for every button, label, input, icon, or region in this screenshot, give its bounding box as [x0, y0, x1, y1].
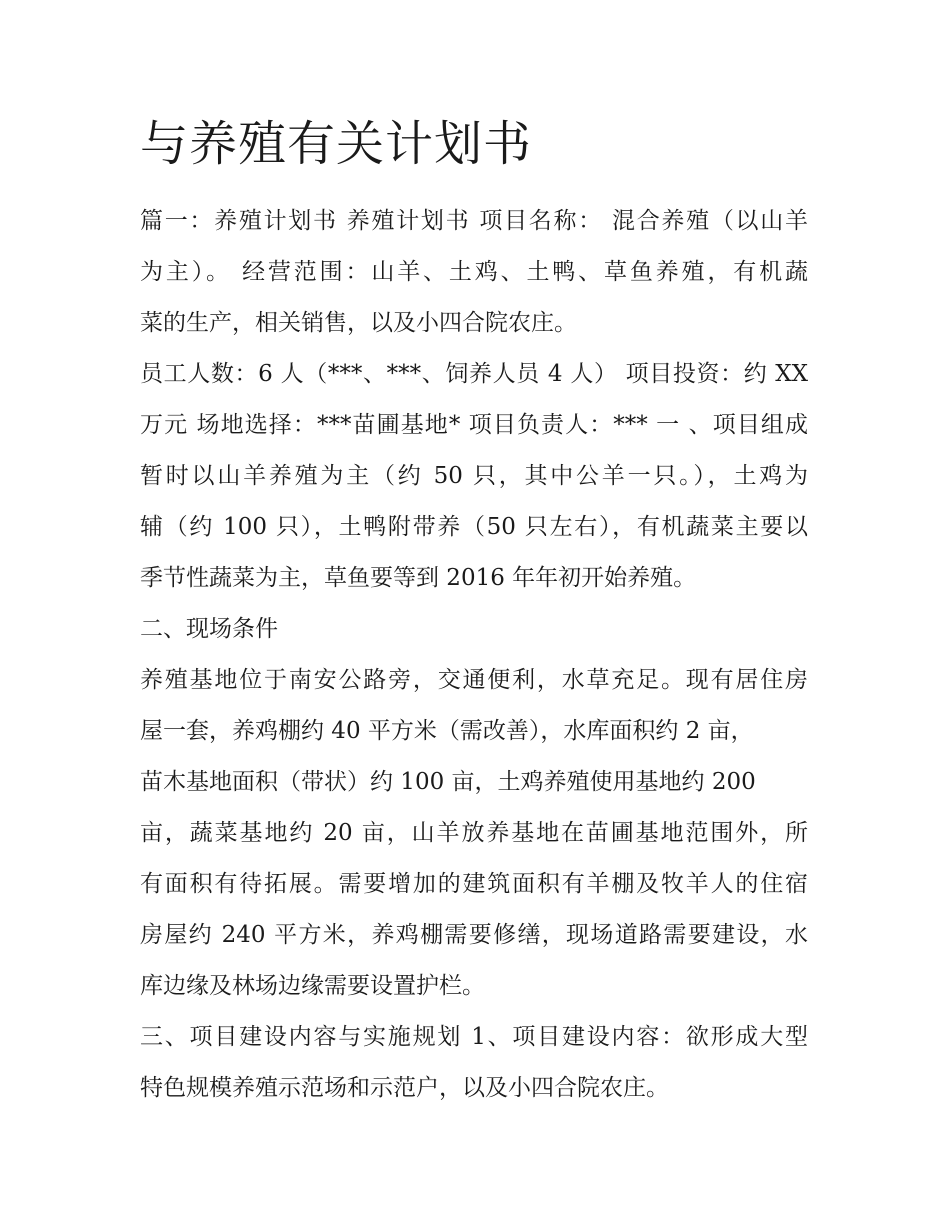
body-line: 篇一：养殖计划书 养殖计划书 项目名称： 混合养殖（以山羊: [140, 208, 808, 234]
body-line: 三、项目建设内容与实施规划 1、项目建设内容：欲形成大型: [140, 1024, 808, 1050]
body-line: 库边缘及林场边缘需要设置护栏。: [140, 973, 485, 999]
body-line: 为主）。 经营范围：山羊、土鸡、土鸭、草鱼养殖，有机蔬: [140, 259, 808, 285]
section-heading: 二、现场条件: [140, 616, 278, 642]
body-line: 苗木基地面积（带状）约 100 亩，土鸡养殖使用基地约 200: [140, 769, 756, 795]
body-line: 万元 场地选择：***苗圃基地* 项目负责人：*** 一 、项目组成: [140, 412, 808, 438]
body-line: 菜的生产，相关销售，以及小四合院农庄。: [140, 310, 577, 336]
document-body: [140, 196, 820, 1114]
body-line: 暂时以山羊养殖为主（约 50 只，其中公羊一只。），土鸡为: [140, 463, 808, 489]
body-line: 屋一套，养鸡棚约 40 平方米（需改善），水库面积约 2 亩，: [140, 718, 754, 744]
document-title: 与养殖有关计划书: [140, 116, 533, 172]
body-line: 房屋约 240 平方米，养鸡棚需要修缮，现场道路需要建设，水: [140, 922, 808, 948]
body-line: 辅（约 100 只），土鸭附带养（50 只左右），有机蔬菜主要以: [140, 514, 808, 540]
body-line: 季节性蔬菜为主，草鱼要等到 2016 年年初开始养殖。: [140, 565, 697, 591]
body-line: 亩，蔬菜基地约 20 亩，山羊放养基地在苗圃基地范围外，所: [140, 820, 808, 846]
body-line: 养殖基地位于南安公路旁，交通便利，水草充足。现有居住房: [140, 667, 808, 693]
body-line: 特色规模养殖示范场和示范户，以及小四合院农庄。: [140, 1075, 669, 1101]
body-line: 有面积有待拓展。需要增加的建筑面积有羊棚及牧羊人的住宿: [140, 871, 808, 897]
body-line: 员工人数：6 人（***、***、饲养人员 4 人） 项目投资：约 XX: [140, 361, 808, 387]
